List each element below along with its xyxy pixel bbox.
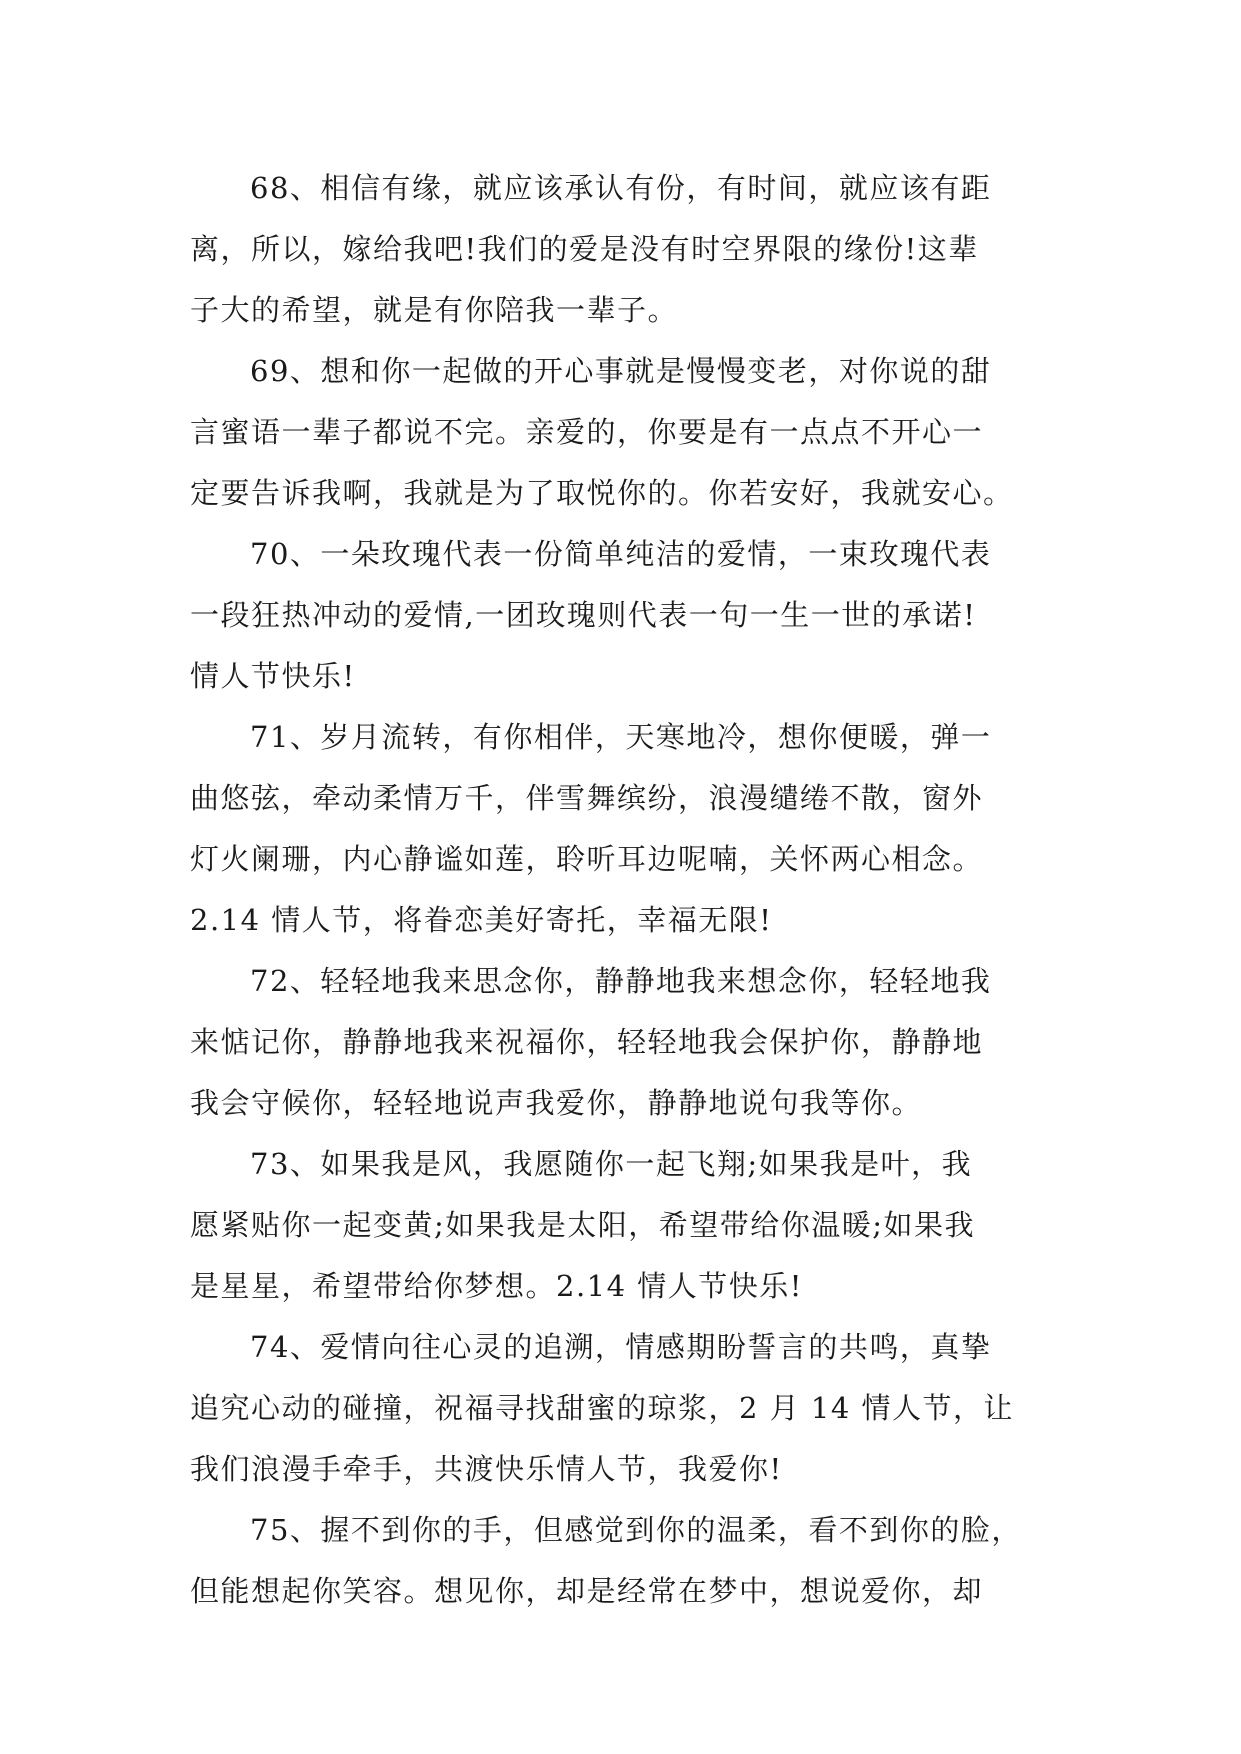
- paragraph-75-line-1: 75、握不到你的手，但感觉到你的温柔，看不到你的脸，: [250, 1513, 1022, 1547]
- paragraph-74-line-3: 我们浪漫手牵手，共渡快乐情人节，我爱你!: [190, 1452, 783, 1486]
- document-body: [190, 158, 1060, 1622]
- paragraph-73-line-2: 愿紧贴你一起变黄;如果我是太阳，希望带给你温暖;如果我: [190, 1208, 976, 1242]
- paragraph-70-line-3: 情人节快乐!: [190, 659, 356, 693]
- paragraph-72-line-2: 来惦记你，静静地我来祝福你，轻轻地我会保护你，静静地: [190, 1025, 984, 1059]
- paragraph-69-line-1: 69、想和你一起做的开心事就是慢慢变老，对你说的甜: [250, 354, 992, 388]
- paragraph-68-line-2: 离，所以，嫁给我吧!我们的爱是没有时空界限的缘份!这辈: [190, 232, 979, 266]
- paragraph-74-line-1: 74、爱情向往心灵的追溯，情感期盼誓言的共鸣，真挚: [250, 1330, 992, 1364]
- paragraph-71-line-2: 曲悠弦，牵动柔情万千，伴雪舞缤纷，浪漫缱绻不散，窗外: [190, 781, 984, 815]
- paragraph-73-line-1: 73、如果我是风，我愿随你一起飞翔;如果我是叶，我: [250, 1147, 973, 1181]
- paragraph-71-line-1: 71、岁月流转，有你相伴，天寒地冷，想你便暖，弹一: [250, 720, 992, 754]
- paragraph-68-line-1: 68、相信有缘，就应该承认有份，有时间，就应该有距: [250, 171, 992, 205]
- paragraph-70-line-1: 70、一朵玫瑰代表一份简单纯洁的爱情，一束玫瑰代表: [250, 537, 992, 571]
- paragraph-72-line-3: 我会守候你，轻轻地说声我爱你，静静地说句我等你。: [190, 1086, 923, 1120]
- paragraph-72-line-1: 72、轻轻地我来思念你，静静地我来想念你，轻轻地我: [250, 964, 992, 998]
- paragraph-73-line-3: 是星星，希望带给你梦想。2.14 情人节快乐!: [190, 1269, 803, 1303]
- paragraph-71-line-4: 2.14 情人节，将眷恋美好寄托，幸福无限!: [190, 903, 773, 937]
- paragraph-69-line-2: 言蜜语一辈子都说不完。亲爱的，你要是有一点点不开心一: [190, 415, 984, 449]
- paragraph-71-line-3: 灯火阑珊，内心静谧如莲，聆听耳边呢喃，关怀两心相念。: [190, 842, 984, 876]
- paragraph-70-line-2: 一段狂热冲动的爱情,一团玫瑰则代表一句一生一世的承诺!: [190, 598, 977, 632]
- paragraph-69-line-3: 定要告诉我啊，我就是为了取悦你的。你若安好，我就安心。: [190, 476, 1014, 510]
- paragraph-75-line-2: 但能想起你笑容。想见你，却是经常在梦中，想说爱你，却: [190, 1574, 984, 1608]
- paragraph-74-line-2: 追究心动的碰撞，祝福寻找甜蜜的琼浆，2 月 14 情人节，让: [190, 1391, 1015, 1425]
- paragraph-68-line-3: 子大的希望，就是有你陪我一辈子。: [190, 293, 679, 327]
